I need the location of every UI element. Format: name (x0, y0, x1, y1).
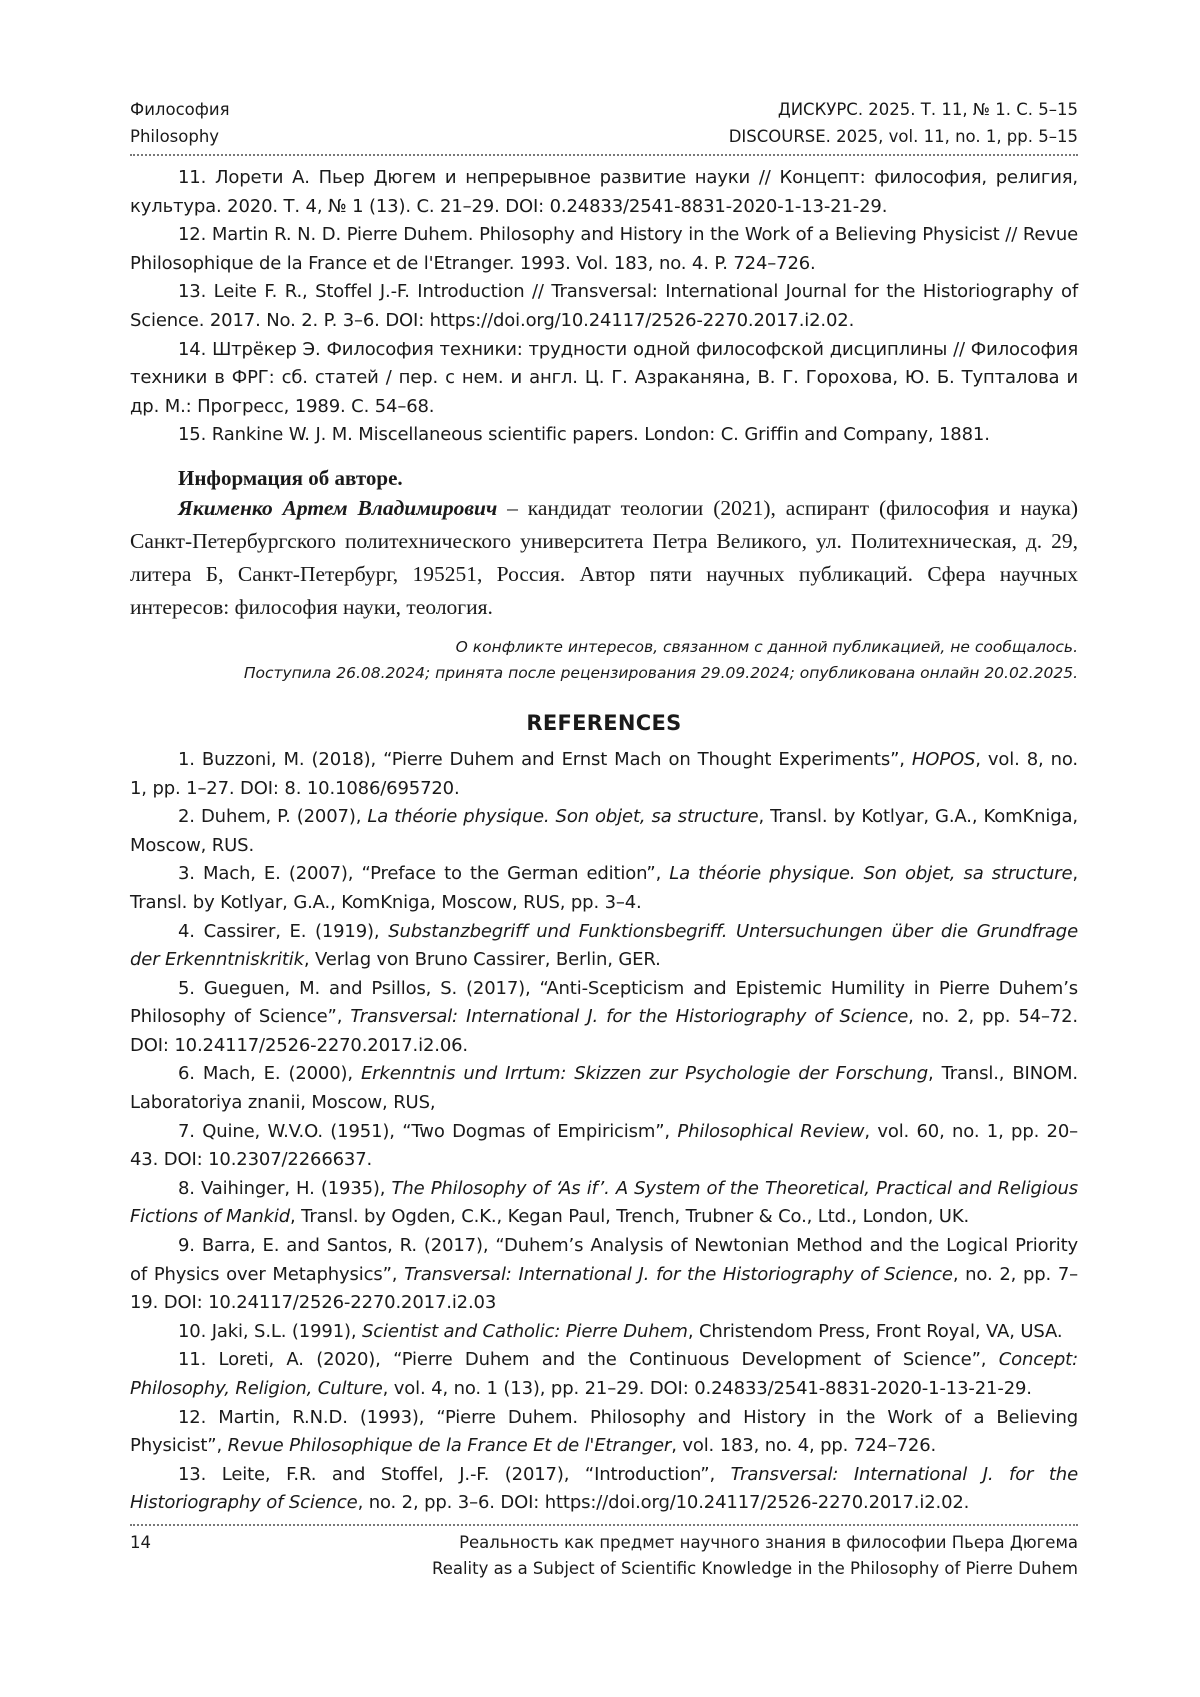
reference-en-source: Scientist and Catholic: Pierre Duhem (362, 1320, 688, 1342)
header-divider (130, 154, 1078, 156)
reference-ru-item: 12. Martin R. N. D. Pierre Duhem. Philosophy and History in the Work of a Believing Physicist // Revue Philosophique de la France et de l'Etranger. 1993. Vol. 183, no. 4. P. 724–726. (130, 224, 1078, 274)
reference-en-lead: 9. Barra, E. and Santos, R. (2017), “Duhem’s Analysis of Newtonian Method and the Logical Priority of Physics over Metaphysics”, (130, 1235, 1078, 1285)
reference-en-tail: , Transl. by Kotlyar, G.A., KomKniga, Moscow, RUS. (130, 806, 1079, 856)
reference-en-lead: 4. Cassirer, E. (1919), (178, 920, 389, 942)
author-bio: – кандидат теологии (2021), аспирант (философия и наука) Санкт-Петербургского политехнического университета Петра Великого, ул. Политехническая, д. 29, литера Б, Санкт-Петербург, 195251, Россия. Автор пяти научных публикаций. Сфера научных интересов: философия науки, теология. (130, 495, 1078, 619)
header-journal-ru: ДИСКУРС. 2025. Т. 11, № 1. С. 5–15 (777, 100, 1078, 119)
footer-divider (130, 1524, 1078, 1526)
reference-en-lead: 6. Mach, E. (2000), (178, 1063, 361, 1085)
reference-en-source: Erkenntnis und Irrtum: Skizzen zur Psychologie der Forschung (360, 1063, 929, 1085)
reference-en-lead: 7. Quine, W.V.O. (1951), “Two Dogmas of Empiricism”, (178, 1120, 678, 1142)
reference-en-source: Concept: Philosophy, Religion, Culture (130, 1349, 1078, 1399)
references-ru-list (130, 164, 1078, 450)
author-name: Якименко Артем Владимирович (178, 495, 498, 520)
reference-en-tail: , no. 2, pp. 3–6. DOI: https://doi.org/10.24117/2526-2270.2017.i2.02. (357, 1492, 970, 1514)
reference-en-lead: 12. Martin, R.N.D. (1993), “Pierre Duhem. Philosophy and History in the Work of a Believing Physicist”, (130, 1406, 1078, 1457)
publication-dates-note: Поступила 26.08.2024; принята после рецензирования 29.09.2024; опубликована онлайн 20.02.2025. (243, 663, 1078, 682)
reference-en-source: HOPOS (911, 748, 976, 770)
reference-en-item (130, 1175, 1078, 1232)
reference-en-lead: 11. Loreti, A. (2020), “Pierre Duhem and the Continuous Development of Science”, (178, 1349, 999, 1371)
reference-en-tail: , no. 2, pp. 54–72. DOI: 10.24117/2526-2270.2017.i2.06. (130, 1006, 1078, 1056)
reference-en-tail: , vol. 183, no. 4, pp. 724–726. (671, 1435, 937, 1457)
reference-en-source: Revue Philosophique de la France Et de l'Etranger (227, 1435, 672, 1457)
reference-en-item (130, 1060, 1078, 1117)
reference-en-item (130, 1346, 1078, 1403)
reference-en-item (130, 746, 1078, 803)
reference-en-item (130, 975, 1078, 1061)
header-journal-en: DISCOURSE. 2025, vol. 11, no. 1, pp. 5–15 (728, 127, 1078, 146)
reference-en-source: Transversal: International J. for the Historiography of Science (350, 1006, 909, 1028)
page-number: 14 (130, 1533, 151, 1552)
references-en-title: REFERENCES (526, 710, 682, 735)
reference-en-tail: , Transl. by Ogden, C.K., Kegan Paul, Trench, Trubner & Co., Ltd., London, UK. (290, 1206, 970, 1228)
reference-en-item (130, 1232, 1078, 1318)
publication-notes (130, 634, 1078, 686)
reference-en-item (130, 803, 1078, 860)
reference-en-tail: , vol. 4, no. 1 (13), pp. 21–29. DOI: 0.24833/2541-8831-2020-1-13-21-29. (382, 1378, 1032, 1399)
reference-en-source: Philosophical Review (677, 1120, 865, 1142)
reference-en-tail: , vol. 8, no. 1, pp. 1–27. DOI: 8. 10.1086/695720. (130, 748, 1078, 799)
reference-ru-item: 13. Leite F. R., Stoffel J.-F. Introduction // Transversal: International Journal for the Historiography of Science. 2017. No. 2. P. 3–6. DOI: https://doi.org/10.24117/2526-2270.2017.i2.02. (130, 281, 1078, 331)
reference-en-lead: 1. Buzzoni, M. (2018), “Pierre Duhem and Ernst Mach on Thought Experiments”, (178, 748, 912, 770)
reference-en-item (130, 1318, 1078, 1347)
author-info-body (130, 492, 1078, 624)
references-en-list (130, 746, 1078, 1518)
reference-en-lead: 3. Mach, E. (2007), “Preface to the German edition”, (178, 863, 670, 885)
author-info-heading: Информация об авторе. (178, 465, 403, 490)
reference-en-lead: 8. Vaihinger, H. (1935), (178, 1177, 392, 1199)
reference-en-item (130, 1461, 1078, 1518)
header-left (130, 96, 230, 150)
header-right (729, 96, 1078, 150)
running-header (130, 96, 1078, 150)
reference-en-tail: , Transl., BINOM. Laboratoriya znanii, Moscow, RUS, (130, 1063, 1078, 1114)
reference-en-item (130, 1118, 1078, 1175)
reference-en-source: La théorie physique. Son objet, sa structure (367, 806, 759, 828)
running-footer (130, 1530, 1078, 1582)
reference-en-item (130, 1404, 1078, 1461)
reference-en-tail: , no. 2, pp. 7–19. DOI: 10.24117/2526-2270.2017.i2.03 (130, 1263, 1078, 1314)
footer-title-ru: Реальность как предмет научного знания в философии Пьера Дюгема (459, 1533, 1078, 1552)
reference-en-tail: , Verlag von Bruno Cassirer, Berlin, GER. (303, 949, 661, 971)
reference-en-lead: 2. Duhem, P. (2007), (178, 806, 368, 828)
page (130, 96, 1078, 1596)
reference-ru-item: 15. Rankine W. J. M. Miscellaneous scientific papers. London: C. Griffin and Company, 1881. (178, 424, 990, 446)
reference-en-lead: 5. Gueguen, M. and Psillos, S. (2017), “Anti-Scepticism and Epistemic Humility in Pierre Duhem’s Philosophy of Science”, (130, 977, 1078, 1028)
reference-en-lead: 13. Leite, F.R. and Stoffel, J.-F. (2017), “Introduction”, (178, 1463, 731, 1485)
reference-en-tail: , vol. 60, no. 1, pp. 20–43. DOI: 10.2307/2266637. (130, 1120, 1078, 1171)
footer-article-title (432, 1530, 1078, 1582)
header-section-ru: Философия (130, 100, 230, 119)
reference-en-source: La théorie physique. Son objet, sa structure (669, 863, 1073, 885)
header-section-en: Philosophy (130, 127, 220, 146)
reference-ru-item: 14. Штрёкер Э. Философия техники: трудности одной философской дисциплины // Философия техники в ФРГ: сб. статей / пер. с нем. и англ. Ц. Г. Азраканяна, В. Г. Горохова, Ю. Б. Тупталова и др. М.: Прогресс, 1989. С. 54–68. (130, 338, 1078, 417)
reference-en-source: Substanzbegriff und Funktionsbegriff. Untersuchungen über die Grundfrage der Erkenntniskritik (130, 920, 1079, 971)
reference-en-lead: 10. Jaki, S.L. (1991), (178, 1320, 363, 1342)
reference-en-tail: , Christendom Press, Front Royal, VA, USA. (687, 1320, 1063, 1342)
footer-title-en: Reality as a Subject of Scientific Knowledge in the Philosophy of Pierre Duhem (431, 1559, 1078, 1578)
reference-en-source: The Philosophy of ‘As if’. A System of the Theoretical, Practical and Religious Fictions of Mankid (130, 1177, 1078, 1228)
reference-en-source: Transversal: International J. for the Historiography of Science (130, 1463, 1078, 1514)
reference-en-item (130, 918, 1078, 975)
reference-en-tail: , Transl. by Kotlyar, G.A., KomKniga, Moscow, RUS, pp. 3–4. (130, 863, 1078, 913)
reference-ru-item: 11. Лорети А. Пьер Дюгем и непрерывное развитие науки // Концепт: философия, религия, культура. 2020. Т. 4, № 1 (13). С. 21–29. DOI: 0.24833/2541-8831-2020-1-13-21-29. (130, 167, 1078, 217)
reference-en-source: Transversal: International J. for the Historiography of Science (404, 1263, 953, 1285)
reference-en-item (130, 860, 1078, 917)
conflict-of-interest-note: О конфликте интересов, связанном с данной публикацией, не сообщалось. (455, 637, 1078, 656)
